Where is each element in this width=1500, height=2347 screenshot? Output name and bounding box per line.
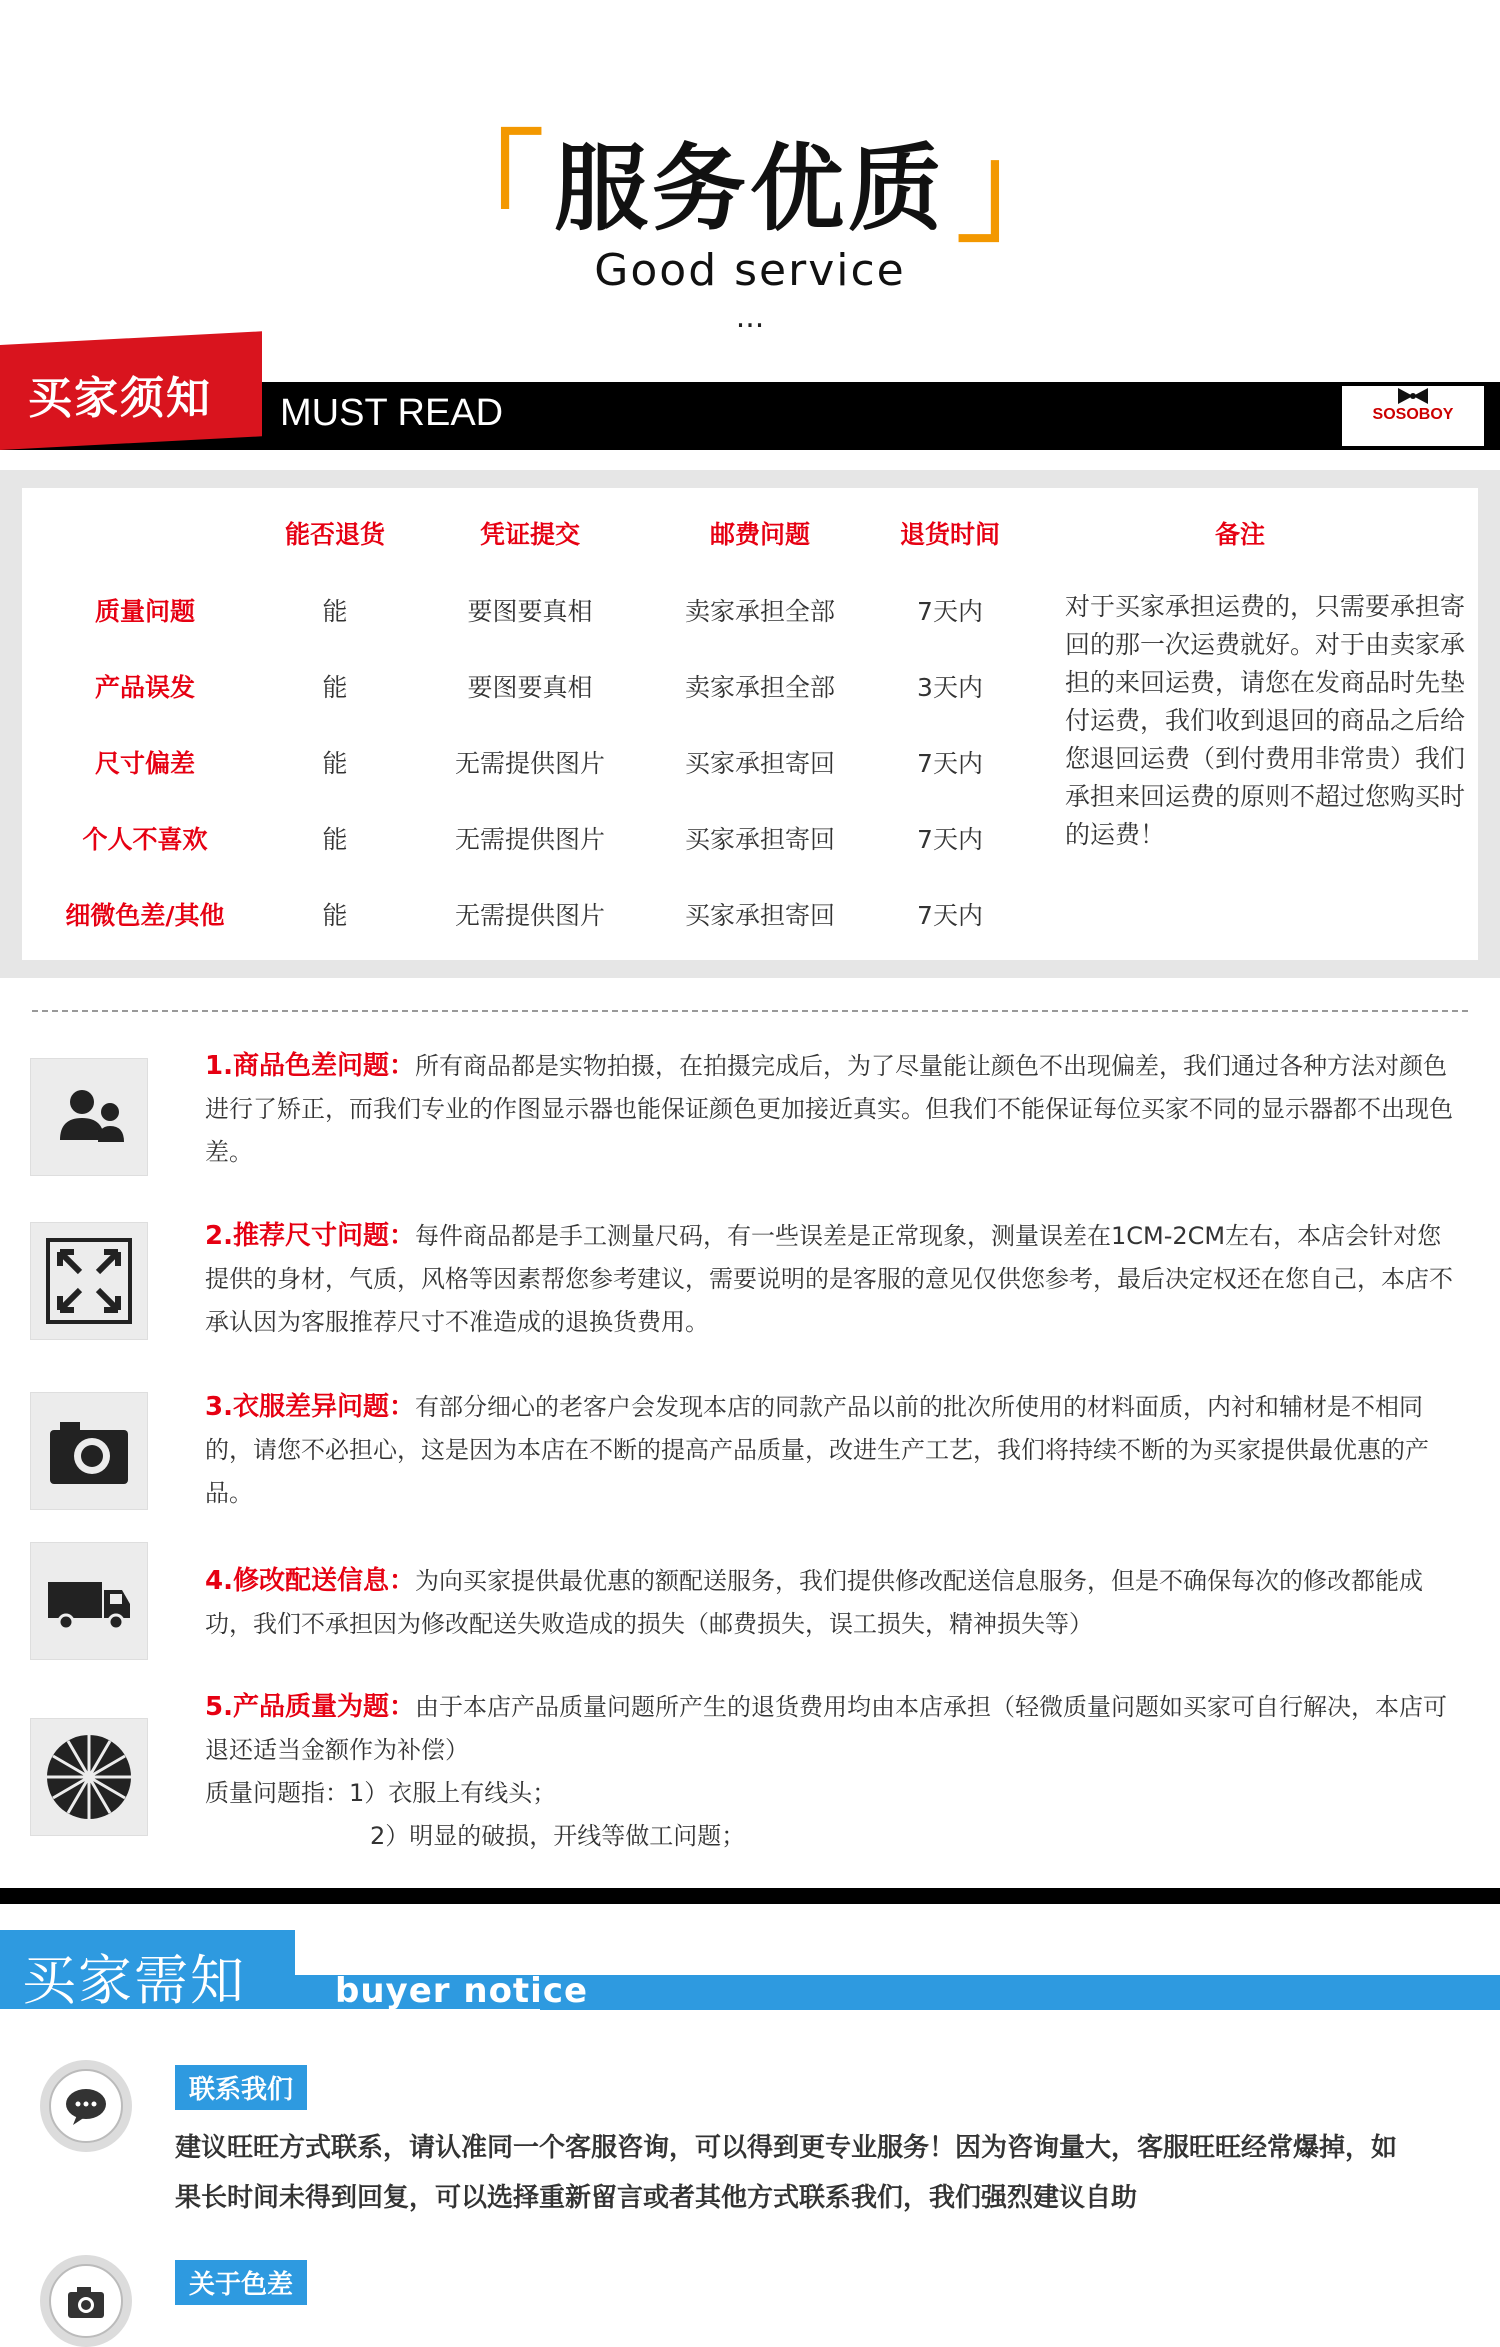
camera-icon — [51, 2266, 121, 2336]
aperture-icon — [30, 1718, 148, 1836]
page-subtitle: Good service — [594, 245, 906, 296]
row-label: 产品误发 — [94, 673, 195, 702]
row-label: 尺寸偏差 — [94, 749, 195, 778]
cell-time: 7天内 — [917, 825, 983, 854]
truck-icon-tile — [30, 1542, 148, 1660]
camera-icon-circle — [40, 2255, 132, 2347]
row-label: 个人不喜欢 — [82, 825, 208, 854]
notice-heading: 2.推荐尺寸问题： — [205, 1221, 415, 1251]
resize-icon-tile — [30, 1222, 148, 1340]
camera-icon — [30, 1392, 148, 1510]
notice-item-2 — [205, 1215, 1465, 1344]
camera-icon-inner — [49, 2264, 123, 2338]
cell-time: 7天内 — [917, 749, 983, 778]
notice-item-4 — [205, 1560, 1465, 1646]
must-read-tab-label: 买家须知 — [28, 373, 212, 424]
buyer-notice-title: 买家需知 — [22, 1949, 246, 2012]
notice-body: 有部分细心的老客户会发现本店的同款产品以前的批次所使用的材料面质，内衬和辅材是不相同的，请您不必担心，这是因为本店在不断的提高产品质量，改进生产工艺，我们将持续不断的为买家提供最优惠的产品。 — [205, 1393, 1429, 1507]
people-icon — [30, 1058, 148, 1176]
section-divider — [0, 1888, 1500, 1904]
notice-heading: 1.商品色差问题： — [205, 1051, 415, 1081]
notice-item-5 — [205, 1686, 1465, 1858]
notice-body: 所有商品都是实物拍摄，在拍摄完成后，为了尽量能让颜色不出现偏差，我们通过各种方法对颜色进行了矫正，而我们专业的作图显示器也能保证颜色更加接近真实。但我们不能保证每位买家不同的显示器都不出现色差。 — [205, 1052, 1453, 1166]
aperture-icon-tile — [30, 1718, 148, 1836]
page-title: 服务优质 — [553, 135, 946, 244]
cell-proof: 要图要真相 — [467, 673, 593, 702]
buyer-notice-subtitle: buyer notice — [335, 1971, 589, 2011]
bracket-right: 」 — [956, 120, 1076, 259]
people-icon-tile — [30, 1058, 148, 1176]
resize-icon — [30, 1222, 148, 1340]
notice-heading: 5.产品质量为题： — [205, 1692, 415, 1722]
brand-logo-text: SOSOBOY — [1372, 406, 1454, 423]
dashed-divider — [32, 1010, 1468, 1012]
notice-item-1 — [205, 1045, 1465, 1174]
cell-time: 7天内 — [917, 597, 983, 626]
bracket-left: 「 — [423, 120, 544, 259]
notice-body: 每件商品都是手工测量尺码，有一些误差是正常现象，测量误差在1CM-2CM左右，本店会针对您提供的身材，气质，风格等因素帮您参考建议，需要说明的是客服的意见仅供您参考，最后决定权还在您自己，本店不承认因为客服推荐尺寸不准造成的退换货费用。 — [205, 1222, 1453, 1336]
cell-return: 能 — [322, 749, 348, 778]
notice-item-3 — [205, 1386, 1465, 1515]
cell-postage: 买家承担寄回 — [684, 749, 835, 778]
notice-body: 为向买家提供最优惠的额配送服务，我们提供修改配送信息服务，但是不确保每次的修改都能成功，我们不承担因为修改配送失败造成的损失（邮费损失，误工损失，精神损失等） — [205, 1567, 1423, 1638]
truck-icon — [30, 1542, 148, 1660]
header-can-return: 能否退货 — [284, 520, 385, 549]
header-proof: 凭证提交 — [479, 520, 580, 549]
cell-postage: 卖家承担全部 — [684, 597, 835, 626]
cell-proof: 无需提供图片 — [454, 825, 605, 854]
cell-proof: 无需提供图片 — [454, 901, 605, 930]
cell-time: 7天内 — [917, 901, 983, 930]
table-note: 对于买家承担运费的，只需要承担寄回的那一次运费就好。对于由卖家承担的来回运费，请您在发商品时先垫付运费，我们收到退回的商品之后给您退回运费（到付费用非常贵）我们承担来回运费的原则不超过您购买时的运费！ — [1065, 592, 1466, 849]
cell-return: 能 — [322, 825, 348, 854]
chat-icon-inner — [49, 2069, 123, 2143]
must-read-title: MUST READ — [280, 392, 504, 434]
chat-icon-circle — [40, 2060, 132, 2152]
notice-heading: 3.衣服差异问题： — [205, 1392, 415, 1422]
cell-time: 3天内 — [917, 673, 983, 702]
color-difference-badge: 关于色差 — [175, 2260, 307, 2305]
cell-proof: 无需提供图片 — [454, 749, 605, 778]
contact-us-text: 建议旺旺方式联系，请认准同一个客服咨询，可以得到更专业服务！因为咨询量大，客服旺旺经常爆掉，如果长时间未得到回复，可以选择重新留言或者其他方式联系我们，我们强烈建议自助 — [175, 2133, 1398, 2213]
header-note: 备注 — [1214, 520, 1265, 549]
chat-icon — [51, 2071, 121, 2141]
cell-return: 能 — [322, 901, 348, 930]
camera-icon-tile — [30, 1392, 148, 1510]
bow-tie-icon — [1398, 388, 1428, 404]
header-return-time: 退货时间 — [899, 520, 1000, 549]
cell-postage: 买家承担寄回 — [684, 901, 835, 930]
contact-us-badge: 联系我们 — [175, 2065, 307, 2110]
cell-proof: 要图要真相 — [467, 597, 593, 626]
row-label: 质量问题 — [94, 597, 195, 626]
notice-extra-1: 质量问题指：1）衣服上有线头； — [205, 1779, 557, 1807]
notice-body: 由于本店产品质量问题所产生的退货费用均由本店承担（轻微质量问题如买家可自行解决，本店可退还适当金额作为补偿） — [205, 1693, 1447, 1764]
row-label: 细微色差/其他 — [65, 901, 225, 930]
cell-return: 能 — [322, 673, 348, 702]
subtitle-dots: ... — [735, 300, 765, 335]
cell-postage: 卖家承担全部 — [684, 673, 835, 702]
header-postage: 邮费问题 — [709, 520, 810, 549]
service-title-block — [0, 120, 1500, 259]
notice-heading: 4.修改配送信息： — [205, 1566, 415, 1596]
cell-postage: 买家承担寄回 — [684, 825, 835, 854]
notice-extra-2: 2）明显的破损，开线等做工问题； — [370, 1822, 746, 1850]
cell-return: 能 — [322, 597, 348, 626]
buyer-notice-bar-right — [570, 1975, 1500, 2009]
